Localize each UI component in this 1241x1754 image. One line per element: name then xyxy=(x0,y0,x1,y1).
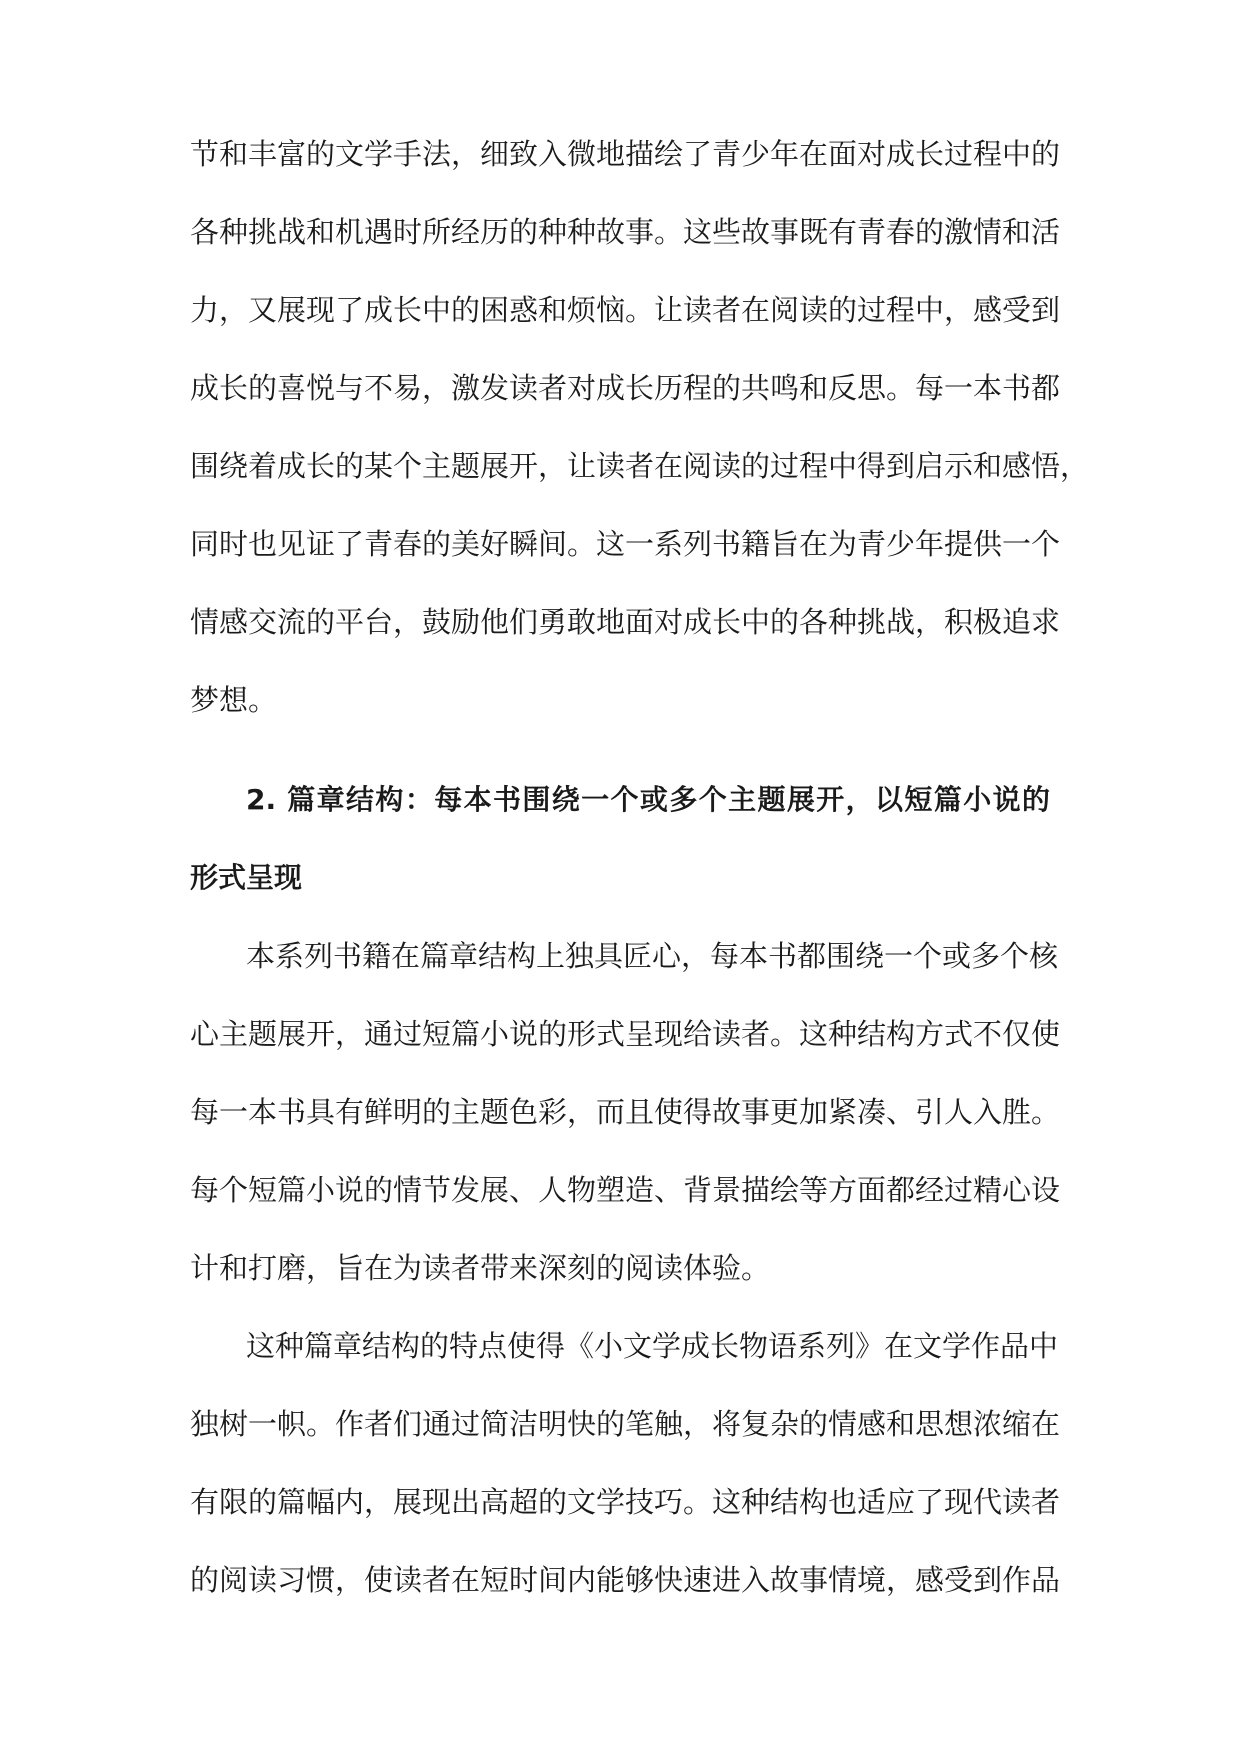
text-line: 有限的篇幅内，展现出高超的文学技巧。这种结构也适应了现代读者 xyxy=(190,1485,1061,1519)
text-line: 情感交流的平台，鼓励他们勇敢地面对成长中的各种挑战，积极追求 xyxy=(190,605,1061,639)
text-line: 节和丰富的文学手法，细致入微地描绘了青少年在面对成长过程中的 xyxy=(190,137,1061,171)
text-line: 独树一帜。作者们通过简洁明快的笔触，将复杂的情感和思想浓缩在 xyxy=(190,1407,1061,1441)
text-line: 每个短篇小说的情节发展、人物塑造、背景描绘等方面都经过精心设 xyxy=(190,1173,1061,1207)
text-line: 各种挑战和机遇时所经历的种种故事。这些故事既有青春的激情和活 xyxy=(190,215,1061,249)
text-line: 力，又展现了成长中的困惑和烦恼。让读者在阅读的过程中，感受到 xyxy=(190,293,1061,327)
text-line: 围绕着成长的某个主题展开，让读者在阅读的过程中得到启示和感悟， xyxy=(190,449,1090,483)
text-line: 心主题展开，通过短篇小说的形式呈现给读者。这种结构方式不仅使 xyxy=(190,1017,1061,1051)
text-line: 每一本书具有鲜明的主题色彩，而且使得故事更加紧凑、引人入胜。 xyxy=(190,1095,1061,1129)
text-line: 成长的喜悦与不易，激发读者对成长历程的共鸣和反思。每一本书都 xyxy=(190,371,1061,405)
text-line: 的阅读习惯，使读者在短时间内能够快速进入故事情境，感受到作品 xyxy=(190,1563,1061,1597)
text-line: 计和打磨，旨在为读者带来深刻的阅读体验。 xyxy=(190,1251,771,1285)
text-line: 梦想。 xyxy=(190,683,278,717)
heading-line: 2. 篇章结构：每本书围绕一个或多个主题展开，以短篇小说的 xyxy=(246,783,1050,816)
heading-line: 形式呈现 xyxy=(190,861,303,894)
text-line: 这种篇章结构的特点使得《小文学成长物语系列》在文学作品中 xyxy=(246,1329,1059,1363)
text-line: 本系列书籍在篇章结构上独具匠心，每本书都围绕一个或多个核 xyxy=(246,939,1059,973)
text-line: 同时也见证了青春的美好瞬间。这一系列书籍旨在为青少年提供一个 xyxy=(190,527,1061,561)
